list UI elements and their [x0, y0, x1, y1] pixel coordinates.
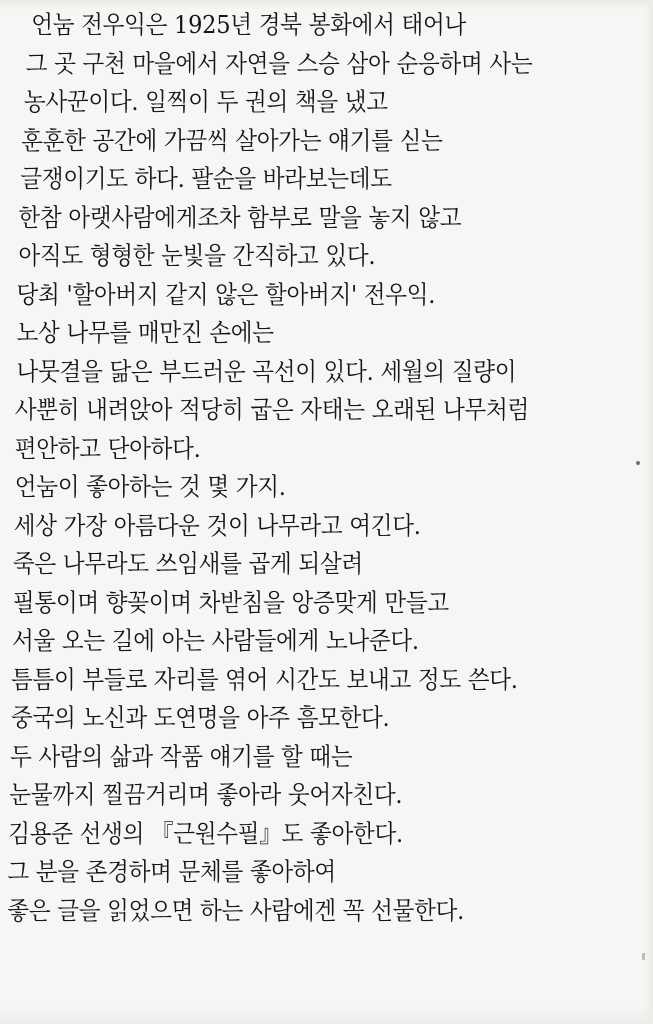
text-line: 글쟁이기도 하다. 팔순을 바라보는데도 — [20, 164, 392, 193]
text-line: 중국의 노신과 도연명을 아주 흠모한다. — [11, 703, 390, 732]
text-line: 훈훈한 공간에 가끔씩 살아가는 얘기를 싣는 — [21, 125, 443, 155]
text-line: 한참 아랫사람에게조차 함부로 말을 놓지 않고 — [18, 202, 462, 232]
scan-speck — [642, 953, 645, 960]
text-line: 두 사람의 삶과 작품 얘기를 할 때는 — [10, 741, 353, 771]
text-body — [0, 6, 653, 930]
text-line: 좋은 글을 읽었으면 하는 사람에겐 꼭 선물한다. — [7, 895, 465, 925]
scan-bottom-edge — [0, 1006, 653, 1024]
text-line: 노상 나무를 매만진 손에는 — [16, 318, 274, 347]
text-line: 필통이며 향꽂이며 차받침을 앙증맞게 만들고 — [12, 587, 449, 617]
text-line: 편안하고 단아하다. — [14, 433, 201, 463]
text-line: 당최 '할아버지 같지 않은 할아버지' 전우익. — [16, 279, 436, 309]
text-line: 사뿐히 내려앉아 적당히 굽은 자태는 오래된 나무처럼 — [14, 395, 530, 424]
text-line: 그 분을 존경하며 문체를 좋아하여 — [7, 857, 336, 886]
text-line: 그 곳 구천 마을에서 자연을 스승 삼아 순응하며 사는 — [25, 48, 533, 78]
scan-speck — [636, 461, 640, 465]
text-line: 서울 오는 길에 아는 사람들에게 노나준다. — [11, 626, 419, 655]
text-line: 죽은 나무라도 쓰임새를 곱게 되살려 — [12, 549, 363, 578]
text-line: 언눔이 좋아하는 것 몇 가지. — [14, 472, 286, 501]
text-line: 농사꾼이다. 일찍이 두 권의 책을 냈고 — [23, 87, 388, 116]
text-line: 김용준 선생의 『근원수필』도 좋아한다. — [8, 818, 403, 848]
text-line: 나뭇결을 닮은 부드러운 곡선이 있다. 세월의 질량이 — [16, 356, 517, 386]
text-line: 세상 가장 아름다운 것이 나무라고 여긴다. — [13, 510, 421, 540]
text-line: 눈물까지 찔끔거리며 좋아라 웃어자친다. — [9, 780, 403, 809]
text-line: 틈틈이 부들로 자리를 엮어 시간도 보내고 정도 쓴다. — [11, 664, 518, 694]
text-line: 아직도 형형한 눈빛을 간직하고 있다. — [18, 241, 376, 270]
text-line: 언눔 전우익은 1925년 경북 봉화에서 태어나 — [31, 10, 466, 39]
